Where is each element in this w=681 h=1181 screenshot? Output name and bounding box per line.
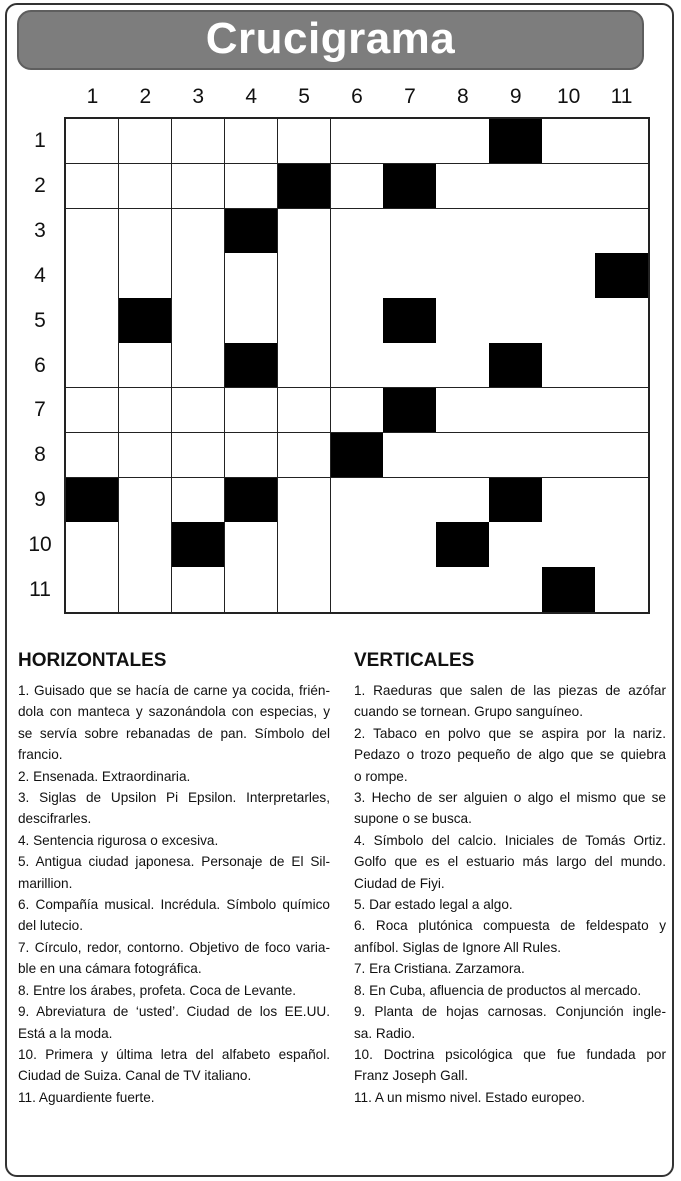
black-cell xyxy=(489,343,542,388)
clue-line: 8. En Cuba, afluencia de productos al mercado. xyxy=(354,982,642,998)
row-number: 2 xyxy=(34,174,46,198)
grid-cell[interactable] xyxy=(383,209,436,254)
grid-cell[interactable] xyxy=(436,209,489,254)
grid-cell[interactable] xyxy=(278,343,331,388)
grid-cell[interactable] xyxy=(172,164,225,209)
grid-cell[interactable] xyxy=(542,209,595,254)
clue-line: Golfo que es el estuario más largo del mundo. xyxy=(354,854,666,870)
black-cell xyxy=(225,209,278,254)
clue-line: marillion. xyxy=(18,875,73,891)
clue-line: Franz Joseph Gall. xyxy=(354,1068,469,1084)
grid-cell[interactable] xyxy=(436,343,489,388)
clue-line: Ciudad de Fiyi. xyxy=(354,875,445,891)
grid-cell[interactable] xyxy=(542,388,595,433)
horizontales-title: HORIZONTALES xyxy=(18,650,167,671)
grid-cell[interactable] xyxy=(595,343,648,388)
grid-cell[interactable] xyxy=(489,567,542,612)
verticales-clue xyxy=(354,958,666,979)
grid-cell[interactable] xyxy=(119,433,172,478)
grid-cell[interactable] xyxy=(172,298,225,343)
clue-line: 6. Roca plutónica compuesta de feldespato y xyxy=(354,918,666,934)
clue-line: 10. Doctrina psicológica que fue fundada por xyxy=(354,1046,666,1062)
row-number: 6 xyxy=(34,353,46,377)
grid-cell[interactable] xyxy=(172,478,225,523)
grid-cell[interactable] xyxy=(331,253,384,298)
grid-cell[interactable] xyxy=(278,388,331,433)
grid-cell[interactable] xyxy=(489,522,542,567)
grid-cell[interactable] xyxy=(542,522,595,567)
grid-cell[interactable] xyxy=(119,343,172,388)
grid-cell[interactable] xyxy=(66,343,119,388)
grid-cell[interactable] xyxy=(595,522,648,567)
clue-line: 10. Primera y última letra del alfabeto español. xyxy=(18,1046,330,1062)
black-cell xyxy=(436,522,489,567)
grid-cell[interactable] xyxy=(119,119,172,164)
grid-cell[interactable] xyxy=(66,253,119,298)
verticales-clue xyxy=(354,894,666,915)
grid-cell[interactable] xyxy=(172,567,225,612)
black-cell xyxy=(225,343,278,388)
horizontales-clue xyxy=(18,894,330,937)
clue-line: 1. Raeduras que salen de las piezas de azófar xyxy=(354,683,666,698)
grid-cell[interactable] xyxy=(225,253,278,298)
verticales-clue xyxy=(354,1001,666,1044)
grid-cell[interactable] xyxy=(172,388,225,433)
row-number: 3 xyxy=(34,219,46,243)
grid-cell[interactable] xyxy=(595,567,648,612)
horizontales-clue xyxy=(18,937,330,980)
clue-line: 1. Guisado que se hacía de carne ya cocida, frién- xyxy=(18,683,330,698)
clue-line: cuando se tornean. Grupo sanguíneo. xyxy=(354,704,583,720)
grid-cell[interactable] xyxy=(225,388,278,433)
row-number: 11 xyxy=(29,577,51,601)
grid-cell[interactable] xyxy=(331,343,384,388)
grid-cell[interactable] xyxy=(542,164,595,209)
grid-cell[interactable] xyxy=(172,119,225,164)
black-cell xyxy=(542,567,595,612)
verticales-clue xyxy=(354,723,666,787)
grid-cell[interactable] xyxy=(66,164,119,209)
black-cell xyxy=(172,522,225,567)
grid-cell[interactable] xyxy=(489,298,542,343)
row-number: 8 xyxy=(34,443,46,467)
column-number: 3 xyxy=(192,85,205,108)
horizontales-clue xyxy=(18,830,330,851)
grid-cell[interactable] xyxy=(542,433,595,478)
black-cell xyxy=(383,164,436,209)
grid-cell[interactable] xyxy=(489,209,542,254)
grid-cell[interactable] xyxy=(66,298,119,343)
grid-cell[interactable] xyxy=(542,343,595,388)
grid-cell[interactable] xyxy=(595,119,648,164)
black-cell xyxy=(225,478,278,523)
grid-cell[interactable] xyxy=(225,522,278,567)
verticales-title: VERTICALES xyxy=(354,650,475,671)
grid-cell[interactable] xyxy=(383,567,436,612)
grid-cell[interactable] xyxy=(119,567,172,612)
grid-cell[interactable] xyxy=(331,522,384,567)
clue-line: 9. Abreviatura de ‘usted’. Ciudad de los EE.UU. xyxy=(18,1004,330,1020)
crossword-grid xyxy=(64,117,650,614)
grid-cell[interactable] xyxy=(436,478,489,523)
clue-line: 5. Dar estado legal a algo. xyxy=(354,897,513,913)
grid-cell[interactable] xyxy=(66,388,119,433)
verticales-clue xyxy=(354,787,666,830)
horizontales-clue xyxy=(18,680,330,766)
grid-cell[interactable] xyxy=(436,388,489,433)
grid-cell[interactable] xyxy=(172,343,225,388)
grid-cell[interactable] xyxy=(383,433,436,478)
grid-cell[interactable] xyxy=(119,209,172,254)
grid-cell[interactable] xyxy=(331,209,384,254)
grid-cell[interactable] xyxy=(436,164,489,209)
grid-cell[interactable] xyxy=(66,433,119,478)
verticales-clue xyxy=(354,1044,666,1087)
grid-cell[interactable] xyxy=(119,522,172,567)
clue-line: sa. Radio. xyxy=(354,1025,416,1041)
clue-line: 9. Planta de hojas carnosas. Conjunción ingle- xyxy=(354,1004,666,1020)
row-number: 1 xyxy=(34,129,46,153)
horizontales-clue xyxy=(18,1087,330,1108)
clue-line: 5. Antigua ciudad japonesa. Personaje de El Sil- xyxy=(18,854,330,870)
grid-cell[interactable] xyxy=(595,433,648,478)
verticales-clue xyxy=(354,830,666,894)
grid-cell[interactable] xyxy=(331,478,384,523)
clue-line: 3. Hecho de ser alguien o algo el mismo que se xyxy=(354,790,666,806)
grid-cell[interactable] xyxy=(172,253,225,298)
grid-cell[interactable] xyxy=(595,388,648,433)
black-cell xyxy=(119,298,172,343)
column-number: 6 xyxy=(351,85,363,108)
grid-cell[interactable] xyxy=(172,433,225,478)
grid-cell[interactable] xyxy=(278,478,331,523)
grid-cell[interactable] xyxy=(542,253,595,298)
grid-cell[interactable] xyxy=(278,567,331,612)
verticales-clue-list xyxy=(354,680,666,1108)
grid-cell[interactable] xyxy=(331,567,384,612)
grid-cell[interactable] xyxy=(119,253,172,298)
grid-cell[interactable] xyxy=(225,567,278,612)
grid-cell[interactable] xyxy=(489,253,542,298)
row-number: 9 xyxy=(34,487,46,511)
verticales-clue xyxy=(354,980,666,1001)
clue-line: dola con manteca y sazonándola con especias, y xyxy=(18,704,330,720)
horizontales-clue xyxy=(18,1001,330,1044)
grid-cell[interactable] xyxy=(278,433,331,478)
grid-cell[interactable] xyxy=(542,119,595,164)
black-cell xyxy=(383,298,436,343)
grid-cell[interactable] xyxy=(331,388,384,433)
row-number: 10 xyxy=(28,532,52,556)
row-number: 4 xyxy=(34,263,46,287)
clue-line: o rompe. xyxy=(354,768,408,784)
horizontales-clue xyxy=(18,787,330,830)
grid-cell[interactable] xyxy=(383,522,436,567)
grid-cell[interactable] xyxy=(436,567,489,612)
grid-cell[interactable] xyxy=(172,209,225,254)
grid-cell[interactable] xyxy=(383,343,436,388)
grid-cell[interactable] xyxy=(595,478,648,523)
grid-cell[interactable] xyxy=(119,164,172,209)
grid-cell[interactable] xyxy=(331,164,384,209)
clue-line: 8. Entre los árabes, profeta. Coca de Levante. xyxy=(18,982,297,998)
clue-line: descifrarles. xyxy=(18,811,92,827)
clue-line: 6. Compañía musical. Incrédula. Símbolo químico xyxy=(18,897,330,913)
grid-cell[interactable] xyxy=(278,209,331,254)
column-number: 2 xyxy=(139,85,152,108)
horizontales-section xyxy=(18,648,330,1108)
black-cell xyxy=(489,119,542,164)
grid-cell[interactable] xyxy=(542,298,595,343)
grid-cell[interactable] xyxy=(383,119,436,164)
grid-cell[interactable] xyxy=(331,298,384,343)
column-number: 4 xyxy=(245,85,258,108)
clue-line: 4. Símbolo del calcio. Iniciales de Tomás Ortiz. xyxy=(354,832,666,848)
grid-cell[interactable] xyxy=(225,119,278,164)
clue-line: 2. Tabaco en polvo que se aspira por la nariz. xyxy=(354,725,666,741)
grid-cell[interactable] xyxy=(119,478,172,523)
clue-line: supone o se busca. xyxy=(354,811,472,827)
grid-cell[interactable] xyxy=(489,388,542,433)
clue-line: francio. xyxy=(18,747,63,763)
clue-line: 11. Aguardiente fuerte. xyxy=(18,1089,155,1105)
verticales-section xyxy=(354,648,666,1108)
grid-cell[interactable] xyxy=(436,298,489,343)
grid-cell[interactable] xyxy=(436,433,489,478)
clue-line: 11. A un mismo nivel. Estado europeo. xyxy=(354,1089,585,1105)
row-number: 5 xyxy=(34,308,46,332)
clue-line: 4. Sentencia rigurosa o excesiva. xyxy=(18,832,219,848)
clue-line: anfíbol. Siglas de Ignore All Rules. xyxy=(354,939,562,955)
grid-cell[interactable] xyxy=(595,164,648,209)
row-number: 7 xyxy=(34,398,46,422)
clue-line: del lutecio. xyxy=(18,918,83,934)
black-cell xyxy=(383,388,436,433)
grid-cell[interactable] xyxy=(278,522,331,567)
black-cell xyxy=(489,478,542,523)
clue-line: 7. Era Cristiana. Zarzamora. xyxy=(354,961,525,977)
column-number: 10 xyxy=(556,85,581,108)
verticales-clue xyxy=(354,680,666,723)
title-banner xyxy=(17,10,644,70)
grid-cell[interactable] xyxy=(489,433,542,478)
page-title: Crucigrama xyxy=(205,14,456,63)
grid-cell[interactable] xyxy=(489,164,542,209)
grid-cell[interactable] xyxy=(66,119,119,164)
column-number: 5 xyxy=(298,85,310,108)
black-cell xyxy=(595,253,648,298)
grid-cell[interactable] xyxy=(542,478,595,523)
grid-cell[interactable] xyxy=(278,253,331,298)
grid-cell[interactable] xyxy=(331,119,384,164)
grid-cell[interactable] xyxy=(225,433,278,478)
grid-cell[interactable] xyxy=(225,164,278,209)
grid-cell[interactable] xyxy=(595,209,648,254)
grid-cell[interactable] xyxy=(436,119,489,164)
column-number: 8 xyxy=(456,85,469,108)
clue-line: 7. Círculo, redor, contorno. Objetivo de foco varia- xyxy=(18,939,330,955)
grid-cell[interactable] xyxy=(383,478,436,523)
grid-cell[interactable] xyxy=(66,567,119,612)
horizontales-clue xyxy=(18,1044,330,1087)
verticales-clue xyxy=(354,915,666,958)
grid-cell[interactable] xyxy=(66,522,119,567)
grid-cell[interactable] xyxy=(436,253,489,298)
clue-line: se servía sobre rebanadas de pan. Símbolo del xyxy=(18,725,330,741)
horizontales-clue xyxy=(18,980,330,1001)
clue-line: Pedazo o trozo pequeño de algo que se quiebra xyxy=(354,747,666,763)
column-number: 9 xyxy=(509,85,522,108)
black-cell xyxy=(278,164,331,209)
horizontales-clue-list xyxy=(18,680,330,1108)
grid-cell[interactable] xyxy=(595,298,648,343)
black-cell xyxy=(66,478,119,523)
verticales-clue xyxy=(354,1087,666,1108)
grid-cell[interactable] xyxy=(278,298,331,343)
horizontales-clue xyxy=(18,766,330,787)
clue-line: 2. Ensenada. Extraordinaria. xyxy=(18,768,191,784)
clue-line: Ciudad de Suiza. Canal de TV italiano. xyxy=(18,1068,252,1084)
clue-line: 3. Siglas de Upsilon Pi Epsilon. Interpretarles, xyxy=(18,790,330,806)
horizontales-clue xyxy=(18,851,330,894)
column-number: 7 xyxy=(404,85,416,108)
black-cell xyxy=(331,433,384,478)
grid-cell[interactable] xyxy=(225,298,278,343)
grid-cell[interactable] xyxy=(66,209,119,254)
grid-cell[interactable] xyxy=(278,119,331,164)
clue-line: Está a la moda. xyxy=(18,1025,113,1041)
grid-cell[interactable] xyxy=(119,388,172,433)
clue-line: ble en una cámara fotográfica. xyxy=(18,961,202,977)
grid-cell[interactable] xyxy=(383,253,436,298)
column-number: 1 xyxy=(86,85,99,108)
column-number: 11 xyxy=(610,85,633,108)
